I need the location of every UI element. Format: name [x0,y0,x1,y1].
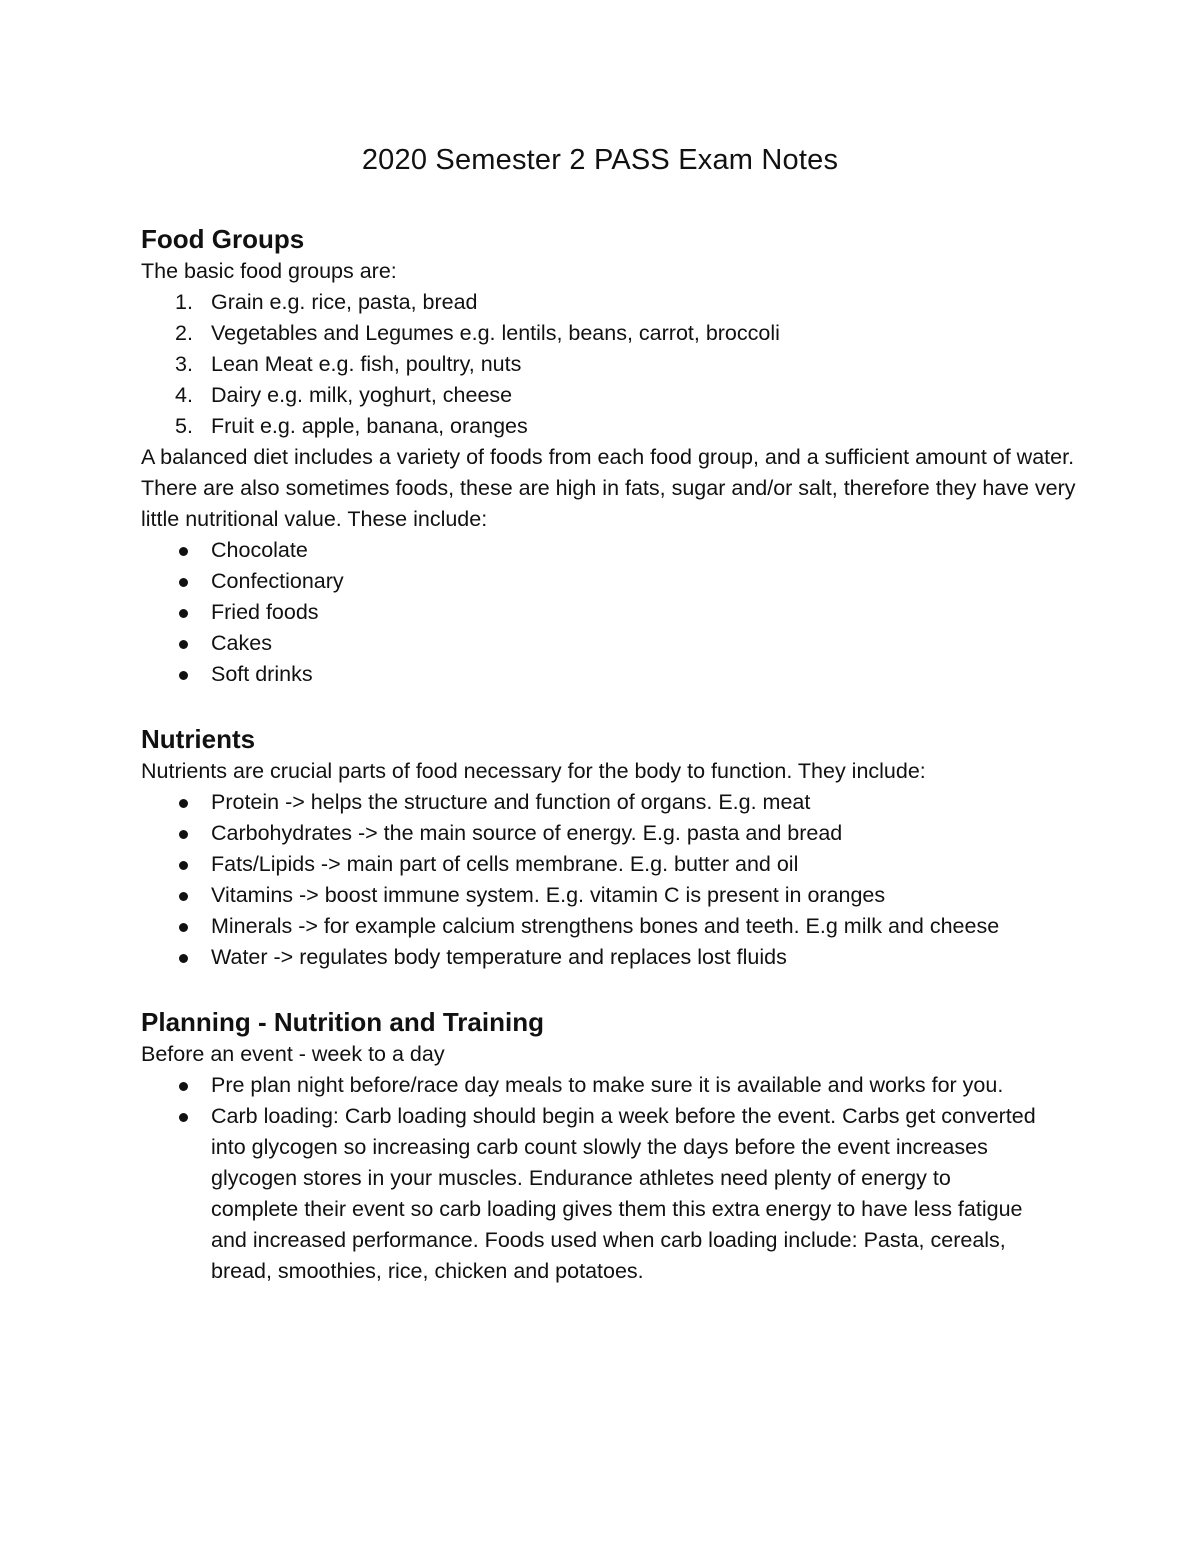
nutrients-heading: Nutrients [141,724,256,754]
list-item [141,880,1081,911]
nutrients-section [141,722,1081,973]
food-group-text: Dairy e.g. milk, yoghurt, cheese [211,383,513,407]
planning-text: Pre plan night before/race day meals to make sure it is available and works for you. [211,1073,1004,1097]
nutrient-text: Minerals -> for example calcium strengthens bones and teeth. E.g milk and cheese [211,914,1000,938]
food-group-text: Fruit e.g. apple, banana, oranges [211,414,528,438]
sometimes-food-text: Soft drinks [211,662,313,686]
list-item [141,942,1081,973]
bullet-icon [179,892,188,901]
nutrient-text: Water -> regulates body temperature and replaces lost fluids [211,945,787,969]
bullet-icon [179,578,188,587]
nutrients-list [141,787,1081,973]
list-item: 5. Fruit e.g. apple, banana, oranges [175,414,528,438]
nutrient-text: Fats/Lipids -> main part of cells membrane. E.g. butter and oil [211,852,799,876]
nutrient-text: Carbohydrates -> the main source of energy. E.g. pasta and bread [211,821,843,845]
food-group-text: Vegetables and Legumes e.g. lentils, beans, carrot, broccoli [211,321,780,345]
sometimes-foods-list [141,535,1081,690]
sometimes-food-text: Chocolate [211,538,308,562]
list-item [141,659,1081,690]
food-groups-section [141,222,1081,690]
food-group-text: Grain e.g. rice, pasta, bread [211,290,478,314]
food-groups-intro: The basic food groups are: [141,259,397,283]
nutrients-intro: Nutrients are crucial parts of food necessary for the body to function. They include: [141,759,926,783]
list-item [141,597,1081,628]
bullet-icon [179,1113,188,1122]
planning-list [141,1070,1081,1287]
bullet-icon [179,640,188,649]
food-groups-heading: Food Groups [141,224,305,254]
bullet-icon [179,609,188,618]
nutrient-text: Vitamins -> boost immune system. E.g. vitamin C is present in oranges [211,883,886,907]
sometimes-foods-text: There are also sometimes foods, these are high in fats, sugar and/or salt, therefore they have very little nutritional value. These include: [141,476,1076,531]
bullet-icon [179,1082,188,1091]
balanced-diet-text: A balanced diet includes a variety of foods from each food group, and a sufficient amount of water. [141,445,1075,469]
food-groups-list [141,287,1081,442]
list-item [141,1070,1081,1101]
bullet-icon [179,861,188,870]
list-item [141,911,1081,942]
list-item [141,849,1081,880]
sometimes-food-text: Fried foods [211,600,319,624]
document-title: 2020 Semester 2 PASS Exam Notes [361,144,839,176]
planning-section [141,1005,1081,1287]
bullet-icon [179,547,188,556]
sometimes-food-text: Confectionary [211,569,344,593]
list-item [141,1101,1081,1287]
list-item [141,787,1081,818]
planning-intro: Before an event - week to a day [141,1042,445,1066]
list-item: 1. Grain e.g. rice, pasta, bread [175,290,478,314]
document-page [141,138,1081,1287]
list-item: 3. Lean Meat e.g. fish, poultry, nuts [175,352,522,376]
bullet-icon [179,923,188,932]
planning-heading: Planning - Nutrition and Training [141,1007,544,1037]
bullet-icon [179,830,188,839]
food-group-text: Lean Meat e.g. fish, poultry, nuts [211,352,522,376]
list-item: 2. Vegetables and Legumes e.g. lentils, beans, carrot, broccoli [175,321,780,345]
planning-text: Carb loading: Carb loading should begin a week before the event. Carbs get converted into glycogen so increasing carb count slowly the days before the event increases glycogen stores in your muscles. Endurance athletes need plenty of energy to complete their event so carb loading gives them this extra energy to have less fatigue and increased performance. Foods used when carb loading include: Pasta, cereals, bread, smoothies, rice, chicken and potatoes. [211,1104,1036,1283]
list-item [141,535,1081,566]
bullet-icon [179,954,188,963]
list-item: 4. Dairy e.g. milk, yoghurt, cheese [175,383,513,407]
bullet-icon [179,799,188,808]
bullet-icon [179,671,188,680]
list-item [141,566,1081,597]
nutrient-text: Protein -> helps the structure and function of organs. E.g. meat [211,790,811,814]
list-item [141,818,1081,849]
list-item [141,628,1081,659]
sometimes-food-text: Cakes [211,631,272,655]
